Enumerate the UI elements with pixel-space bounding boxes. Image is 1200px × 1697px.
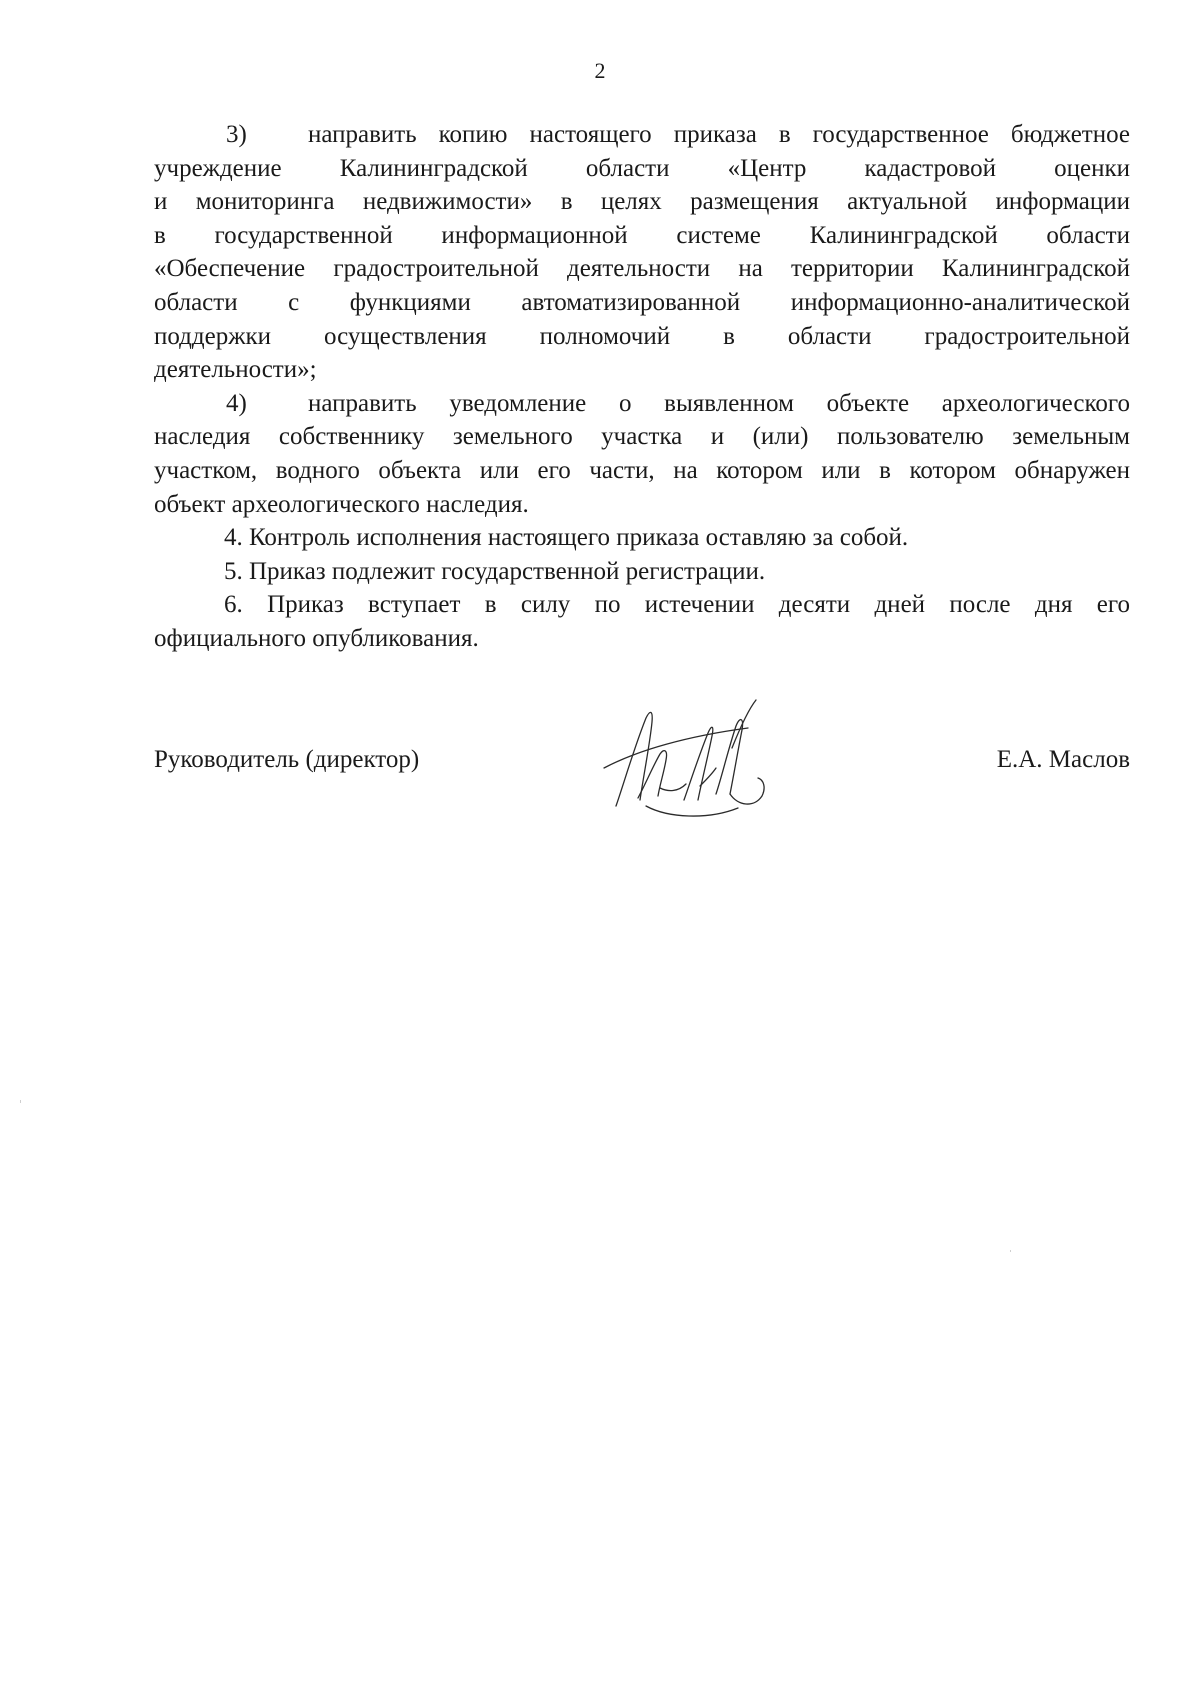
page-number: 2 <box>594 58 606 83</box>
scan-speck <box>1010 1250 1011 1252</box>
subitem-4-line-1: 4) направить уведомление о выявленном объекте археологического <box>154 387 1130 421</box>
subitem-3 <box>154 118 1130 387</box>
point-4-text: 4. Контроль исполнения настоящего приказа оставляю за собой. <box>224 524 909 552</box>
scan-speck <box>20 1100 21 1103</box>
subitem-3-line-6: области с функциями автоматизированной информационно-аналитической <box>154 288 1130 316</box>
subitem-4-number: 4) <box>226 389 247 417</box>
document-body <box>154 118 1130 656</box>
point-6-line-2: официального опубликования. <box>154 624 479 652</box>
point-5 <box>154 555 1130 589</box>
point-6-line-1: 6. Приказ вступает в силу по истечении десяти дней после дня его <box>224 591 1130 619</box>
point-6 <box>154 588 1130 655</box>
subitem-4-line-3: участком, водного объекта или его части, на котором или в котором обнаружен <box>154 456 1130 484</box>
signatory-name: Е.А. Маслов <box>996 746 1130 773</box>
point-4 <box>154 521 1130 555</box>
subitem-4-line-4: объект археологического наследия. <box>154 490 529 518</box>
signatory-position: Руководитель (директор) <box>154 746 420 773</box>
subitem-3-line-3: и мониторинга недвижимости» в целях размещения актуальной информации <box>154 188 1130 216</box>
point-5-text: 5. Приказ подлежит государственной регистрации. <box>224 557 766 585</box>
subitem-3-line-5: «Обеспечение градостроительной деятельности на территории Калининградской <box>154 255 1130 283</box>
subitem-4 <box>154 387 1130 521</box>
handwritten-signature <box>598 688 788 828</box>
subitem-3-number: 3) <box>226 121 247 148</box>
subitem-4-line-2: наследия собственнику земельного участка и (или) пользователю земельным <box>154 423 1130 451</box>
subitem-3-line-1: 3) направить копию настоящего приказа в государственное бюджетное <box>154 118 1130 152</box>
subitem-3-line-8: деятельности»; <box>154 356 317 384</box>
subitem-3-line-7: поддержки осуществления полномочий в области градостроительной <box>154 322 1130 350</box>
subitem-3-line-2: учреждение Калининградской области «Центр кадастровой оценки <box>154 154 1130 182</box>
subitem-3-line-4: в государственной информационной системе Калининградской области <box>154 221 1130 249</box>
